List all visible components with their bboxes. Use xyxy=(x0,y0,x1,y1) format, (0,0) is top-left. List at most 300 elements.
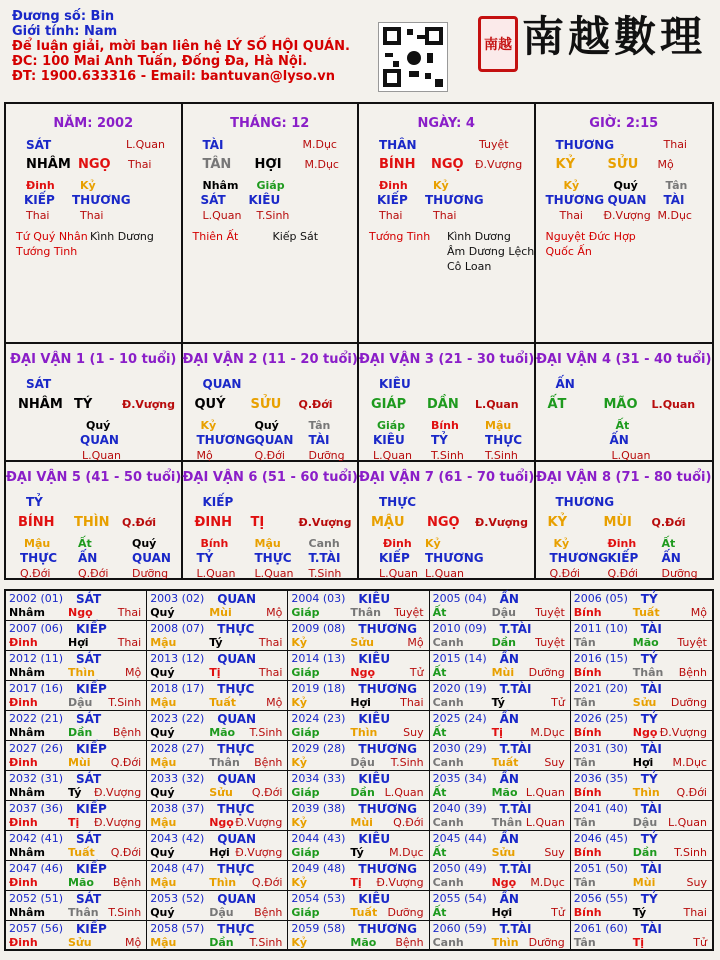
year-stage: Đ.Vượng xyxy=(659,726,707,739)
year-stem: Giáp xyxy=(291,846,320,859)
dai-van-title: ĐẠI VẬN 3 (21 - 30 tuổi) xyxy=(359,352,535,367)
year-stage: T.Sinh xyxy=(108,696,142,709)
dai-van-2 xyxy=(183,344,360,462)
year-label: 2007 (06) xyxy=(9,622,64,635)
dai-van-title: ĐẠI VẬN 6 (51 - 60 tuổi) xyxy=(182,470,358,485)
year-stem: Tân xyxy=(573,876,596,889)
dai-van-ten-god: THỰC xyxy=(379,495,417,509)
dai-van-1 xyxy=(6,344,183,462)
dv-hidden-stage: L.Quan xyxy=(373,449,412,462)
hidden-god-2: THƯƠNG xyxy=(72,193,131,207)
dv-hidden-god: TỶ xyxy=(196,551,214,565)
pillar-1 xyxy=(183,104,360,344)
dai-van-branch: DẦN xyxy=(427,397,459,412)
hidden-god-2: QUAN xyxy=(607,193,647,207)
dv-hidden-stem: Mậu xyxy=(485,419,512,432)
year-branch: Ngọ xyxy=(491,876,517,889)
year-branch: Mùi xyxy=(209,606,232,619)
year-cell xyxy=(571,651,712,681)
star-left: Tướng Tinh xyxy=(16,245,78,258)
year-stem: Đinh xyxy=(9,816,38,829)
hidden-stage-1: Thai xyxy=(26,209,50,222)
year-branch: Thân xyxy=(350,606,381,619)
dai-van-stem: NHÂM xyxy=(18,397,63,412)
star-left: Tứ Quý Nhân xyxy=(16,230,88,243)
dv-hidden-stage: Q.Đới xyxy=(78,567,109,580)
dai-van-stage: Đ.Vượng xyxy=(122,398,176,411)
year-stem: Mậu xyxy=(150,756,177,769)
year-cell xyxy=(288,681,429,711)
year-stem: Ất xyxy=(432,846,447,859)
dv-hidden-stage: T.Sinh xyxy=(308,567,342,580)
year-cell xyxy=(288,891,429,921)
year-stem: Quý xyxy=(150,846,175,859)
year-branch: Sửu xyxy=(350,636,374,649)
year-stem: Kỷ xyxy=(291,876,308,889)
year-stem: Mậu xyxy=(150,696,177,709)
dai-van-branch: MÙI xyxy=(603,515,632,530)
year-cell xyxy=(6,741,147,771)
year-stage: Bệnh xyxy=(112,726,142,739)
year-branch: Dần xyxy=(209,936,234,949)
year-stage: Suy xyxy=(544,756,565,769)
hidden-stem-1: Đinh xyxy=(26,179,55,192)
year-branch: Sửu xyxy=(209,786,233,799)
dv-hidden-god: THỰC xyxy=(485,433,523,447)
year-cell xyxy=(571,861,712,891)
year-stage: Suy xyxy=(544,846,565,859)
year-ten-god: TỶ xyxy=(640,892,658,906)
dv-hidden-stage: L.Quan xyxy=(254,567,294,580)
pillar-2 xyxy=(359,104,536,344)
year-ten-god: KIẾP xyxy=(76,682,107,696)
pillar-title: GIỜ: 2:15 xyxy=(589,116,659,131)
dv-hidden-god: THƯƠNG xyxy=(425,551,484,565)
year-label: 2044 (43) xyxy=(291,832,346,845)
year-branch: Dần xyxy=(350,786,375,799)
year-stem: Đinh xyxy=(9,756,38,769)
dv-hidden-stage: Mộ xyxy=(196,449,213,462)
annual-table xyxy=(4,589,714,951)
year-cell xyxy=(6,921,147,951)
dai-van-branch: MÃO xyxy=(603,397,638,412)
year-stem: Giáp xyxy=(291,786,320,799)
dv-hidden-god: KIẾP xyxy=(379,551,410,565)
year-stem: Giáp xyxy=(291,726,320,739)
year-branch: Dậu xyxy=(350,756,375,769)
year-label: 2011 (10) xyxy=(573,622,628,635)
year-label: 2035 (34) xyxy=(432,772,487,785)
year-ten-god: KIÊU xyxy=(358,592,391,606)
year-ten-god: THỰC xyxy=(217,862,255,876)
year-ten-god: T.TÀI xyxy=(499,622,532,636)
year-label: 2025 (24) xyxy=(432,712,487,725)
year-label: 2045 (44) xyxy=(432,832,487,845)
dai-van-stem: KỶ xyxy=(547,515,567,530)
year-ten-god: TÀI xyxy=(640,742,662,756)
dv-hidden-god: TÀI xyxy=(308,433,330,447)
dv-hidden-god: THỰC xyxy=(254,551,292,565)
pillar-branch-stage: M.Dục xyxy=(304,158,339,171)
year-cell xyxy=(288,831,429,861)
owner-name: Đương số: Bin xyxy=(12,9,115,24)
year-ten-god: SÁT xyxy=(76,652,102,666)
year-ten-god: THƯƠNG xyxy=(358,742,418,756)
dai-van-stage: Q.Đới xyxy=(651,516,686,529)
year-branch: Dậu xyxy=(491,606,516,619)
dv-hidden-god: T.TÀI xyxy=(308,551,341,565)
year-branch: Tuất xyxy=(68,846,95,859)
dai-van-stage: L.Quan xyxy=(651,398,696,411)
year-ten-god: THỰC xyxy=(217,682,255,696)
hidden-god-2: KIÊU xyxy=(248,193,281,207)
year-stem: Giáp xyxy=(291,906,320,919)
year-label: 2005 (04) xyxy=(432,592,487,605)
year-label: 2039 (38) xyxy=(291,802,346,815)
year-label: 2057 (56) xyxy=(9,922,64,935)
year-stage: L.Quan xyxy=(668,816,707,829)
year-stem: Canh xyxy=(432,936,464,949)
year-label: 2024 (23) xyxy=(291,712,346,725)
dai-van-stem: ĐINH xyxy=(194,515,232,530)
year-ten-god: QUAN xyxy=(217,592,257,606)
year-cell xyxy=(430,801,571,831)
dai-van-3 xyxy=(359,344,536,462)
year-ten-god: THƯƠNG xyxy=(358,622,418,636)
year-stage: Thai xyxy=(258,666,283,679)
hidden-stem-2: Kỷ xyxy=(433,179,449,192)
year-label: 2055 (54) xyxy=(432,892,487,905)
pillar-ten-god: TÀI xyxy=(202,138,224,152)
year-label: 2042 (41) xyxy=(9,832,64,845)
year-stem: Ất xyxy=(432,786,447,799)
year-ten-god: KIẾP xyxy=(76,622,107,636)
year-label: 2034 (33) xyxy=(291,772,346,785)
year-stem: Ất xyxy=(432,726,447,739)
year-stage: Đ.Vượng xyxy=(235,816,283,829)
year-cell xyxy=(288,771,429,801)
year-label: 2012 (11) xyxy=(9,652,64,665)
dai-van-stage: Q.Đới xyxy=(298,398,333,411)
year-branch: Dậu xyxy=(632,816,658,829)
year-branch: Thìn xyxy=(350,726,378,739)
dai-van-title: ĐẠI VẬN 7 (61 - 70 tuổi) xyxy=(359,470,535,485)
dv-hidden-god: ẤN xyxy=(661,551,681,565)
year-cell xyxy=(6,831,147,861)
year-cell xyxy=(147,861,288,891)
pillar-title: NGÀY: 4 xyxy=(417,116,475,131)
year-branch: Tị xyxy=(68,816,80,829)
dv-hidden-stem: Quý xyxy=(132,537,157,550)
year-stem: Bính xyxy=(573,606,602,619)
phone-email-line[interactable]: ĐT: 1900.633316 - Email: bantuvan@lyso.vn xyxy=(12,69,336,84)
hidden-stem-1: Nhâm xyxy=(202,179,239,192)
year-label: 2026 (25) xyxy=(573,712,628,725)
dai-van-ten-god: TỶ xyxy=(26,495,43,509)
year-label: 2059 (58) xyxy=(291,922,346,935)
year-label: 2047 (46) xyxy=(9,862,64,875)
year-cell xyxy=(6,801,147,831)
year-branch: Tuất xyxy=(632,606,660,619)
year-cell xyxy=(430,621,571,651)
year-stem: Mậu xyxy=(150,816,177,829)
year-branch: Mùi xyxy=(68,756,91,769)
year-stage: Suy xyxy=(686,876,707,889)
year-branch: Thìn xyxy=(68,666,95,679)
pillar-3 xyxy=(536,104,713,344)
dv-hidden-stage: Q.Đới xyxy=(20,567,51,580)
pillar-branch: HỢI xyxy=(254,157,282,172)
year-ten-god: QUAN xyxy=(217,772,257,786)
year-ten-god: THỰC xyxy=(217,742,255,756)
year-branch: Ngọ xyxy=(209,816,234,829)
dv-hidden-stage: Q.Đới xyxy=(549,567,580,580)
year-cell xyxy=(288,861,429,891)
year-ten-god: KIÊU xyxy=(358,652,391,666)
year-stem: Kỷ xyxy=(291,816,308,829)
year-stage: Tuyệt xyxy=(677,636,707,649)
year-ten-god: ẤN xyxy=(499,832,519,846)
dv-hidden-stem: Đinh xyxy=(383,537,412,550)
year-stem: Tân xyxy=(573,756,596,769)
dai-van-7 xyxy=(359,462,536,578)
pillar-branch: NGỌ xyxy=(78,157,111,172)
pillar-branch-stage: Mộ xyxy=(657,158,674,171)
year-stage: Đ.Vượng xyxy=(376,876,424,889)
year-label: 2020 (19) xyxy=(432,682,487,695)
year-stage: T.Sinh xyxy=(249,936,283,949)
hidden-stem-2: Kỷ xyxy=(80,179,96,192)
year-branch: Tị xyxy=(491,726,503,739)
year-stem: Đinh xyxy=(9,696,38,709)
year-branch: Ngọ xyxy=(350,666,376,679)
star-right: Kình Dương xyxy=(90,230,154,243)
year-branch: Thân xyxy=(68,906,99,919)
dv-hidden-stem: Kỷ xyxy=(425,537,441,550)
year-branch: Hợi xyxy=(68,636,89,649)
year-stem: Đinh xyxy=(9,936,38,949)
year-label: 2028 (27) xyxy=(150,742,205,755)
year-stage: Thai xyxy=(117,636,142,649)
year-label: 2017 (16) xyxy=(9,682,64,695)
year-cell xyxy=(571,801,712,831)
year-cell xyxy=(6,591,147,621)
year-label: 2058 (57) xyxy=(150,922,205,935)
hidden-stem-3: Tân xyxy=(665,179,688,192)
year-stage: Thai xyxy=(258,636,283,649)
year-ten-god: KIÊU xyxy=(358,892,391,906)
year-stem: Giáp xyxy=(291,666,320,679)
year-cell xyxy=(147,681,288,711)
year-label: 2015 (14) xyxy=(432,652,487,665)
dai-van-stage: Đ.Vượng xyxy=(475,516,529,529)
year-stem: Tân xyxy=(573,636,596,649)
year-ten-god: THƯƠNG xyxy=(358,862,418,876)
dv-hidden-stem: Ất xyxy=(661,537,676,550)
year-stem: Canh xyxy=(432,816,464,829)
year-ten-god: TÀI xyxy=(640,682,662,696)
calligraphy-text: 南越數理 xyxy=(522,12,707,61)
dai-van-stage: Đ.Vượng xyxy=(298,516,352,529)
year-cell xyxy=(571,711,712,741)
year-stage: M.Dục xyxy=(530,876,565,889)
dv-hidden-stem: Giáp xyxy=(377,419,406,432)
year-label: 2053 (52) xyxy=(150,892,205,905)
year-stem: Bính xyxy=(573,786,602,799)
hidden-stage-2: Thai xyxy=(433,209,457,222)
year-branch: Mão xyxy=(68,876,94,889)
year-stem: Quý xyxy=(150,726,175,739)
year-cell xyxy=(147,801,288,831)
year-stem: Bính xyxy=(573,726,602,739)
gender: Giới tính: Nam xyxy=(12,24,118,39)
hidden-stage-2: Đ.Vượng xyxy=(603,209,651,222)
year-stage: L.Quan xyxy=(525,786,565,799)
year-stage: Tử xyxy=(551,906,565,919)
dv-hidden-stage: L.Quan xyxy=(425,567,464,580)
year-stem: Quý xyxy=(150,906,175,919)
year-label: 2002 (01) xyxy=(9,592,64,605)
year-stage: Q.Đới xyxy=(110,756,142,769)
year-cell xyxy=(430,741,571,771)
year-stage: Dưỡng xyxy=(528,936,565,949)
year-stage: Q.Đới xyxy=(251,876,283,889)
year-cell xyxy=(147,591,288,621)
year-branch: Sửu xyxy=(632,696,657,709)
year-branch: Dần xyxy=(491,636,516,649)
dv-hidden-stem: Ất xyxy=(78,537,92,550)
year-cell xyxy=(6,861,147,891)
year-cell xyxy=(288,591,429,621)
dv-hidden-god: QUAN xyxy=(80,433,119,447)
year-stage: Suy xyxy=(403,726,424,739)
year-label: 2029 (28) xyxy=(291,742,346,755)
year-cell xyxy=(571,591,712,621)
dai-van-stem: QUÝ xyxy=(194,397,226,412)
dv-hidden-stem: Canh xyxy=(308,537,340,550)
year-stem: Quý xyxy=(150,786,175,799)
dv-hidden-stem: Kỷ xyxy=(200,419,217,432)
year-label: 2022 (21) xyxy=(9,712,64,725)
dv-hidden-stage: L.Quan xyxy=(196,567,236,580)
year-stem: Quý xyxy=(150,666,175,679)
year-branch: Mão xyxy=(209,726,236,739)
hidden-stem-2: Quý xyxy=(613,179,638,192)
year-branch: Mùi xyxy=(491,666,515,679)
dv-hidden-stem: Bính xyxy=(200,537,229,550)
hidden-stem-1: Đinh xyxy=(379,179,408,192)
year-label: 2023 (22) xyxy=(150,712,205,725)
year-stem: Ất xyxy=(432,906,447,919)
year-cell xyxy=(147,771,288,801)
year-branch: Tý xyxy=(209,636,223,649)
year-stage: L.Quan xyxy=(384,786,424,799)
pillar-branch: NGỌ xyxy=(431,157,464,172)
pillar-stem: NHÂM xyxy=(26,157,71,172)
year-stem: Mậu xyxy=(150,636,177,649)
qr-code-icon[interactable] xyxy=(378,22,448,92)
year-branch: Thân xyxy=(491,816,523,829)
year-branch: Tý xyxy=(491,696,505,709)
year-ten-god: SÁT xyxy=(76,892,102,906)
seal-logo-icon xyxy=(478,16,518,72)
dai-van-ten-god: ẤN xyxy=(555,377,575,391)
seal-text: 南越 xyxy=(484,37,512,53)
pillar-title: NĂM: 2002 xyxy=(53,116,134,131)
dai-van-title: ĐẠI VẬN 5 (41 - 50 tuổi) xyxy=(6,470,182,485)
year-stage: L.Quan xyxy=(525,816,565,829)
hidden-stem-1: Kỷ xyxy=(563,179,580,192)
pillar-0 xyxy=(6,104,183,344)
year-stem: Đinh xyxy=(9,636,38,649)
year-branch: Dậu xyxy=(68,696,93,709)
year-label: 2032 (31) xyxy=(9,772,64,785)
year-ten-god: TỶ xyxy=(640,832,658,846)
dv-hidden-god: KIÊU xyxy=(373,433,405,447)
year-cell xyxy=(430,711,571,741)
year-ten-god: QUAN xyxy=(217,652,257,666)
dai-van-branch: TÝ xyxy=(74,397,93,412)
year-stage: Mộ xyxy=(266,696,283,709)
year-ten-god: T.TÀI xyxy=(499,862,532,876)
year-stage: Bệnh xyxy=(254,756,283,769)
year-ten-god: KIẾP xyxy=(76,922,107,936)
dai-van-ten-god: KIẾP xyxy=(202,495,234,509)
pillar-ten-god: SÁT xyxy=(26,138,52,152)
year-cell xyxy=(147,741,288,771)
year-cell xyxy=(147,711,288,741)
year-stem: Giáp xyxy=(291,606,320,619)
year-stem: Ất xyxy=(432,606,447,619)
dv-hidden-stage: Dưỡng xyxy=(308,449,345,462)
year-stem: Kỷ xyxy=(291,636,308,649)
year-ten-god: TỶ xyxy=(640,772,658,786)
dai-van-title: ĐẠI VẬN 1 (1 - 10 tuổi) xyxy=(10,352,177,367)
year-ten-god: THƯƠNG xyxy=(358,802,418,816)
year-branch: Mão xyxy=(350,936,377,949)
dai-van-branch: NGỌ xyxy=(427,515,460,530)
dai-van-title: ĐẠI VẬN 4 (31 - 40 tuổi) xyxy=(536,352,712,367)
star-right: Cô Loan xyxy=(447,260,492,273)
year-stage: Đ.Vượng xyxy=(235,846,283,859)
star-left: Thiên Ất xyxy=(192,230,239,243)
year-ten-god: THƯƠNG xyxy=(358,682,418,696)
year-label: 2030 (29) xyxy=(432,742,487,755)
pillar-stage: Tuyệt xyxy=(479,138,509,151)
year-stem: Nhâm xyxy=(9,786,45,799)
pillar-stage: M.Dục xyxy=(302,138,337,151)
year-cell xyxy=(288,711,429,741)
year-ten-god: TỶ xyxy=(640,712,658,726)
year-label: 2043 (42) xyxy=(150,832,205,845)
year-branch: Tý xyxy=(68,786,82,799)
year-label: 2018 (17) xyxy=(150,682,205,695)
year-cell xyxy=(288,801,429,831)
year-stem: Bính xyxy=(573,906,602,919)
year-cell xyxy=(6,771,147,801)
year-stage: Tuyệt xyxy=(535,636,565,649)
year-stage: Thai xyxy=(683,906,707,919)
year-stem: Canh xyxy=(432,756,464,769)
dai-van-title: ĐẠI VẬN 2 (11 - 20 tuổi) xyxy=(182,352,358,367)
year-label: 2061 (60) xyxy=(573,922,628,935)
dai-van-ten-god: SÁT xyxy=(26,377,52,391)
year-branch: Sửu xyxy=(68,936,92,949)
year-stem: Đinh xyxy=(9,876,38,889)
year-stem: Canh xyxy=(432,876,464,889)
year-stem: Tân xyxy=(573,696,596,709)
dv-hidden-stem: Ất xyxy=(615,419,630,432)
